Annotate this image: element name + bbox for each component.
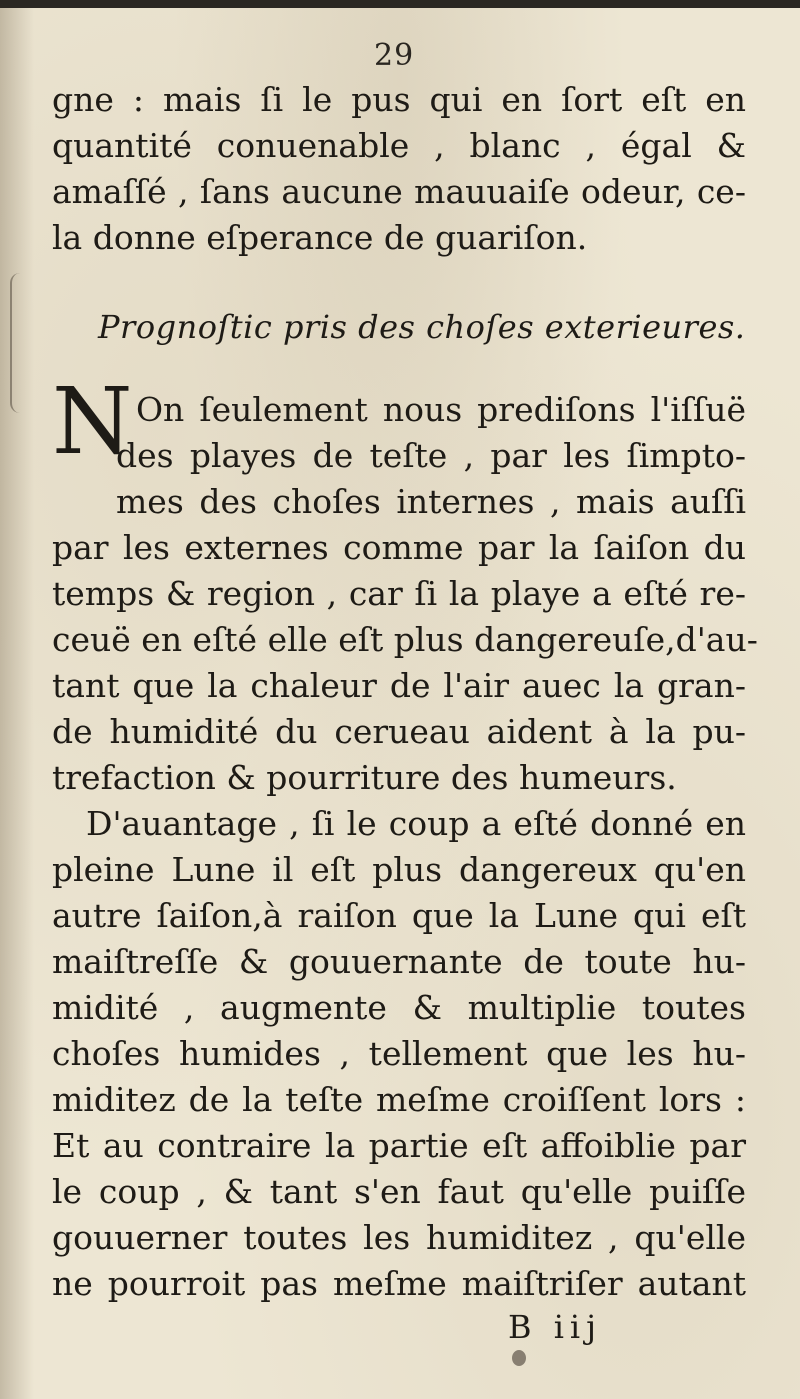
text-line: D'auantage , ſi le coup a eſté donné en (86, 804, 746, 843)
text-line: tant que la chaleur de l'air auec la gran- (52, 666, 746, 705)
text-line: choſes humides , tellement que les hu- (52, 1034, 746, 1073)
book-page (0, 8, 800, 1399)
ink-spot (512, 1350, 526, 1366)
text-line: midité , augmente & multiplie toutes (52, 988, 746, 1027)
drop-cap: N (52, 368, 133, 475)
text-line: autre ſaiſon,à raiſon que la Lune qui eſt (52, 896, 746, 935)
text-line: trefaction & pourriture des humeurs. (52, 758, 677, 797)
text-line: ne pourroit pas meſme maiſtriſer autant (52, 1264, 746, 1303)
text-line: temps & region , car ſi la playe a eſté re- (52, 574, 746, 613)
text-line: de humidité du cerueau aident à la pu- (52, 712, 746, 751)
text-line: gouuerner toutes les humiditez , qu'elle (52, 1218, 746, 1257)
text-line: gne : mais ſi le pus qui en ſort eſt en (52, 80, 746, 119)
text-line: quantité conuenable , blanc , égal & (52, 126, 746, 165)
text-line: maiſtreſſe & gouuernante de toute hu- (52, 942, 746, 981)
text-line: amaſſé , ſans aucune mauuaiſe odeur, ce- (52, 172, 746, 211)
text-line: des playes de teſte , par les ſimpto- (116, 436, 746, 475)
text-line: la donne eſperance de guariſon. (52, 218, 588, 257)
section-heading: Prognoſtic pris des choſes exterieures. (98, 308, 746, 346)
margin-pencil-mark (10, 273, 26, 413)
text-line: On ſeulement nous prediſons l'iſſuë (136, 390, 746, 429)
text-line: miditez de la teſte meſme croiſſent lors : (52, 1080, 746, 1119)
page-number: 29 (374, 38, 415, 73)
text-line: par les externes comme par la ſaiſon du (52, 528, 746, 567)
signature-mark: B iij (508, 1308, 603, 1346)
text-line: le coup , & tant s'en faut qu'elle puiſſe (52, 1172, 746, 1211)
text-line: mes des choſes internes , mais auſſi (116, 482, 746, 521)
text-line: Et au contraire la partie eſt affoiblie par (52, 1126, 746, 1165)
text-line: pleine Lune il eſt plus dangereux qu'en (52, 850, 746, 889)
gutter-shadow (0, 8, 34, 1399)
text-line: ceuë en eſté elle eſt plus dangereuſe,d'au- (52, 620, 758, 659)
